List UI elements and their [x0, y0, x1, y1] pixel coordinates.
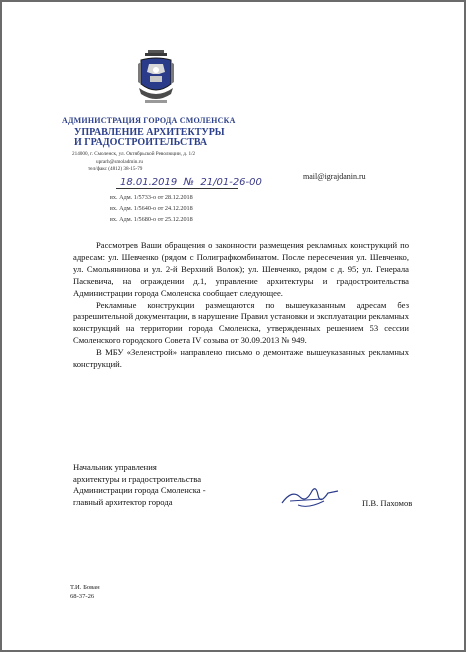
- handwritten-signature: [278, 483, 342, 513]
- administration-name: АДМИНИСТРАЦИЯ ГОРОДА СМОЛЕНСКА: [62, 116, 236, 125]
- recipient-email: mail@igrajdanin.ru: [303, 172, 366, 181]
- paragraph: Рассмотрев Ваши обращения о законности размещения рекламных конструкций по адресам: ул. Шевченко (рядом с Полиграфкомбинатом. После пересечения ул. Шевченко, ул. Смольянинова и ул. 2-й Верхний Волок); ул. Шевченко, рядом с д. 95; ул. Генерала Паскевича, на ограждении д.1, управление архитектуры и градостроительства Администрации города Смоленска сообщает следующее.: [73, 240, 409, 298]
- email-line: uprarh@smoladmin.ru: [96, 159, 143, 165]
- paragraph: Рекламные конструкции размещаются по вышеуказанным адресам без разрешительной документации, в нарушение Правил установки и эксплуатации рекламных конструкций на территории города Смоленска, утвержденных решением 53 сессии Смоленского городского Совета IV созыва от 30.09.2013 № 949.: [73, 299, 409, 346]
- signatory-title: Начальник управления архитектуры и градостроительства Администрации города Смоленска - главный архитектор города: [73, 462, 206, 507]
- coat-of-arms-icon: [135, 50, 177, 108]
- reference-line: вх. Адм. 1/5733-о от 28.12.2018: [110, 194, 193, 201]
- letter-page: [2, 2, 464, 650]
- reference-line: вх. Адм. 1/5640-о от 24.12.2018: [110, 205, 193, 212]
- letter-body: [73, 240, 409, 371]
- registration-number: 18.01.2019 № 21/01-26-00: [120, 177, 262, 188]
- department-name: УПРАВЛЕНИЕ АРХИТЕКТУРЫ И ГРАДОСТРОИТЕЛЬСТВА: [74, 127, 225, 148]
- reference-line: вх. Адм. 1/5680-о от 25.12.2018: [110, 216, 193, 223]
- paragraph: В МБУ «Зеленстрой» направлено письмо о демонтаже вышеуказанных рекламных конструкций.: [73, 347, 409, 370]
- executor-info: Т.И. Бован 68-37-26: [70, 584, 100, 600]
- address-line: 214000, г. Смоленск, ул. Октябрьской Революции, д. 1/2: [72, 151, 196, 157]
- phone-line: тел/факс (4812) 38-15-79: [88, 166, 143, 172]
- signatory-name: П.В. Пахомов: [362, 498, 413, 508]
